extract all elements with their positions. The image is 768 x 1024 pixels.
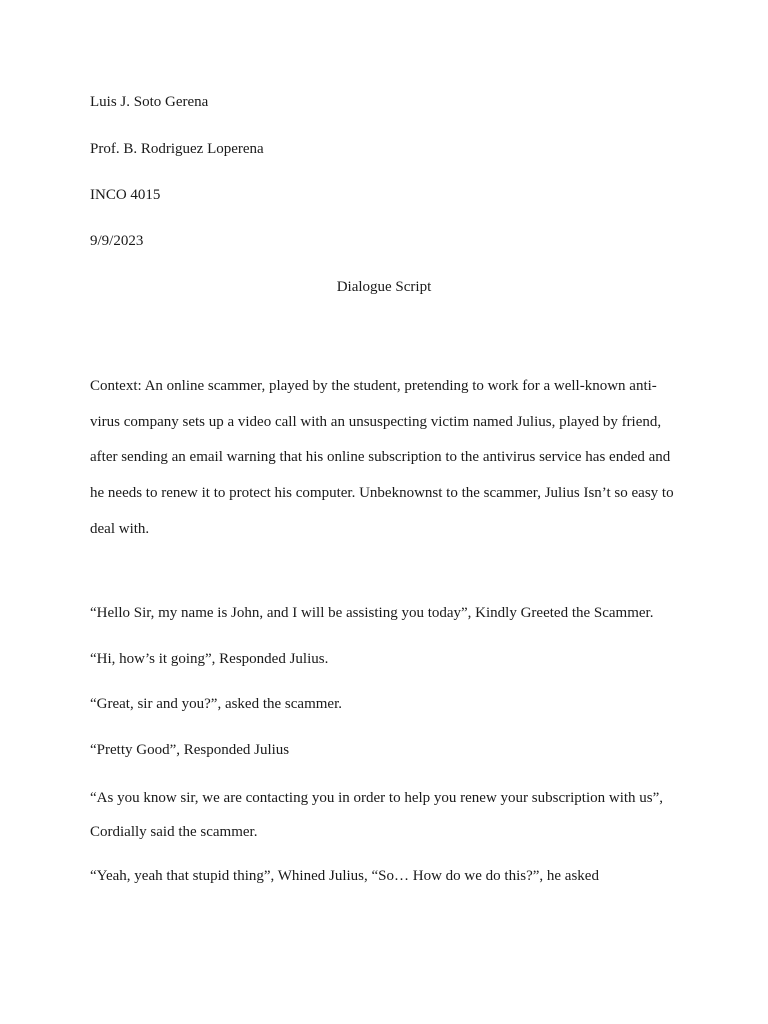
context-paragraph: Context: An online scammer, played by the student, pretending to work for a well-known anti-virus company sets up a video call with an unsuspecting victim named Julius, played by friend, after sending an email warning that his online subscription to the antivirus service has ended and he needs to renew it to protect his computer. Unbeknownst to the scammer, Julius Isn’t so easy to deal with. <box>90 378 674 537</box>
document-date: 9/9/2023 <box>90 233 144 249</box>
document-title: Dialogue Script <box>336 279 432 295</box>
dialogue-line: “Pretty Good”, Responded Julius <box>90 742 290 758</box>
professor-name: Prof. B. Rodriguez Loperena <box>90 141 264 157</box>
course-code: INCO 4015 <box>90 187 161 203</box>
dialogue-line: “As you know sir, we are contacting you in order to help you renew your subscription with us”, Cordially said the scammer. <box>90 790 664 840</box>
author-name: Luis J. Soto Gerena <box>90 94 209 110</box>
dialogue-line: “Hello Sir, my name is John, and I will be assisting you today”, Kindly Greeted the Scammer. <box>90 605 654 621</box>
dialogue-line: “Yeah, yeah that stupid thing”, Whined Julius, “So… How do we do this?”, he asked <box>90 868 599 884</box>
dialogue-line: “Hi, how’s it going”, Responded Julius. <box>90 651 329 667</box>
dialogue-line: “Great, sir and you?”, asked the scammer. <box>90 696 342 712</box>
